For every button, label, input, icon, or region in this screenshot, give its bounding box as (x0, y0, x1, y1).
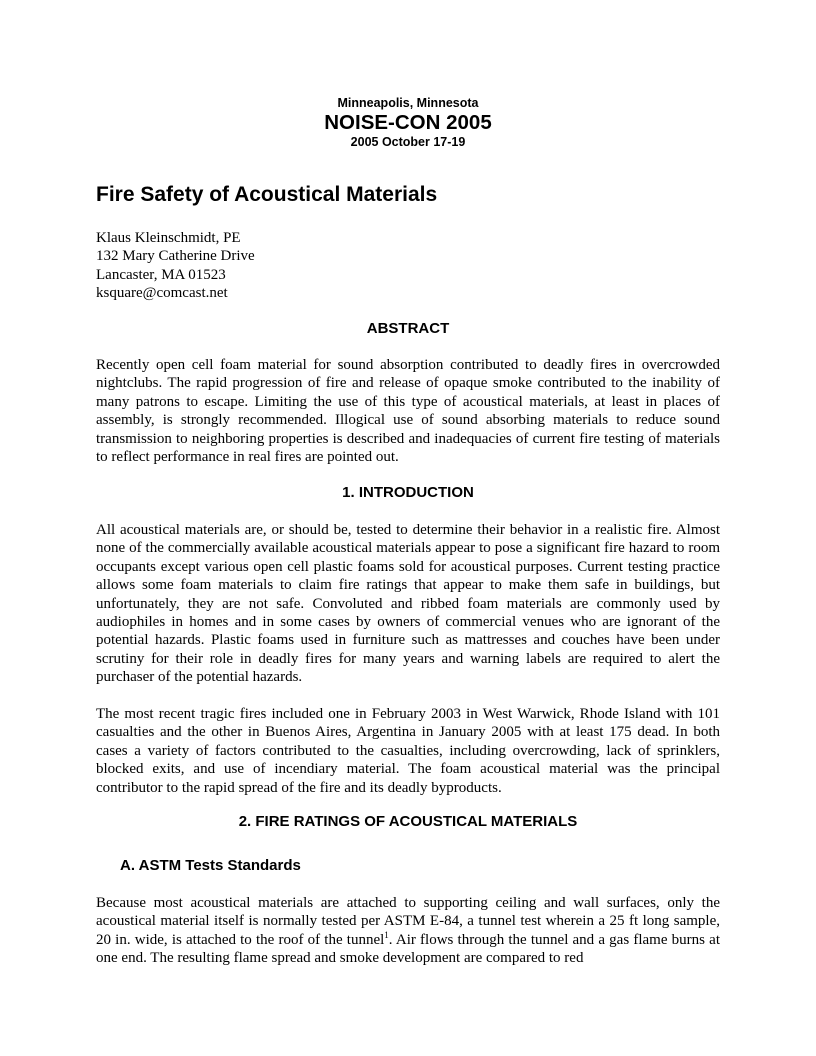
conference-name: NOISE-CON 2005 (324, 111, 492, 134)
introduction-paragraph-1: All acoustical materials are, or should be, tested to determine their behavior in a realistic fire. Almost none of the commercially available acoustical materials appear to pose a significant fire hazard to room occupants except various open cell plastic foams sold for acoustical purposes. Current testing practice allows some foam materials to claim fire ratings that appear to make them safe in buildings, but unfortunately, they are not safe. Convoluted and ribbed foam materials are commonly used by audiophiles in homes and in some cases by owners of commercial venues who are ignorant of the potential hazards. Plastic foams used in furniture such as mattresses and couches have been under scrutiny for their role in deadly fires for many years and warning labels are required to alert the purchaser of the potential hazards. (96, 522, 720, 686)
introduction-heading: 1. INTRODUCTION (342, 484, 474, 501)
fire-ratings-paragraph (96, 894, 720, 968)
footnote-reference: 1 (384, 929, 389, 940)
abstract-heading: ABSTRACT (366, 320, 450, 337)
conference-header (0, 96, 816, 150)
introduction-paragraph-2: The most recent tragic fires included one in February 2003 in West Warwick, Rhode Island with 101 casualties and the other in Buenos Aires, Argentina in January 2005 with at least 175 dead. In both cases a variety of factors contributed to the casualties, including overcrowding, lack of sprinklers, blocked exits, and use of incendiary material. The foam acoustical material was the principal contributor to the rapid spread of the fire and its deadly byproducts. (96, 706, 720, 796)
astm-subheading: A. ASTM Tests Standards (120, 857, 301, 874)
author-email: ksquare@comcast.net (96, 285, 228, 302)
paper-title: Fire Safety of Acoustical Materials (96, 183, 438, 206)
fire-ratings-heading: 2. FIRE RATINGS OF ACOUSTICAL MATERIALS (238, 813, 578, 830)
author-name: Klaus Kleinschmidt, PE (96, 230, 241, 246)
author-city: Lancaster, MA 01523 (96, 266, 226, 283)
abstract-text: Recently open cell foam material for sound absorption contributed to deadly fires in overcrowded nightclubs. The rapid progression of fire and release of opaque smoke contributed to the inability of many patrons to escape. Limiting the use of this type of acoustical materials, at least in places of assembly, is strongly recommended. Illogical use of sound absorbing materials to reduce sound transmission to neighboring properties is described and inadequacies of current fire testing of materials to reflect performance in real fires are pointed out. (96, 357, 720, 466)
fire-ratings-text-part-1: Because most acoustical materials are attached to supporting ceiling and wall surfaces, only the acoustical material itself is normally tested per ASTM E-84, a tunnel test wherein a 25 ft long sample, 20 in. wide, is attached to the roof of the tunnel (96, 895, 720, 948)
fire-ratings-text-part-2: . Air flows through the tunnel and a gas flame burns at one end. The resulting flame spread and smoke development are compared to red (96, 931, 720, 967)
conference-location: Minneapolis, Minnesota (337, 96, 479, 110)
author-street: 132 Mary Catherine Drive (96, 248, 255, 265)
author-block (96, 229, 255, 303)
conference-dates: 2005 October 17-19 (350, 135, 466, 149)
